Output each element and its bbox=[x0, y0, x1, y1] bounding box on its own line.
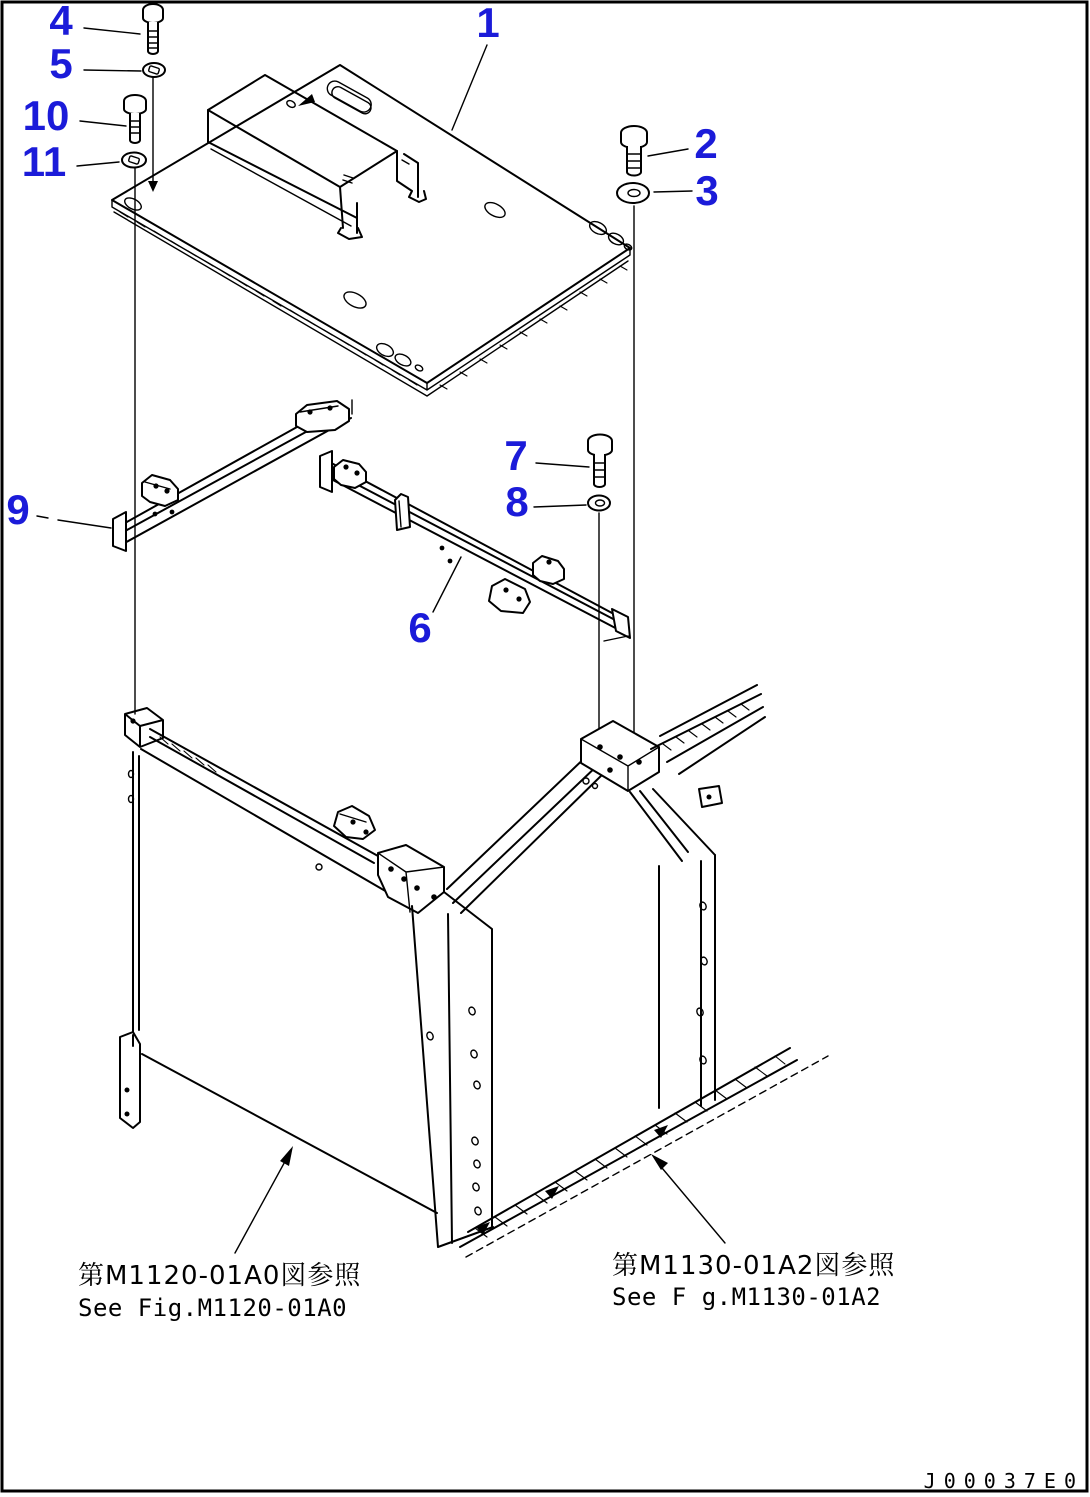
callout-3: 3 bbox=[695, 167, 719, 214]
callout-9: 9 bbox=[6, 486, 30, 533]
callout-5: 5 bbox=[49, 40, 73, 87]
support-rail-6 bbox=[320, 451, 630, 641]
hardware bbox=[122, 4, 649, 511]
reference-note-right-jp: 第M1130-01A2図参照 bbox=[612, 1251, 896, 1281]
left-panel bbox=[120, 752, 437, 1213]
chassis-rails bbox=[651, 685, 765, 774]
reference-note-left-en: See Fig.M1120-01A0 bbox=[78, 1294, 348, 1322]
reference-note-right-en: See F g.M1130-01A2 bbox=[612, 1283, 882, 1311]
plate-holes bbox=[123, 195, 633, 372]
callout-10: 10 bbox=[22, 92, 70, 139]
bottom-rail bbox=[460, 1048, 828, 1257]
callout-numbers bbox=[6, 0, 718, 651]
frame-assembly bbox=[120, 685, 828, 1257]
washer-3 bbox=[617, 183, 649, 203]
right-post bbox=[659, 855, 715, 1108]
bolt-4 bbox=[143, 4, 163, 54]
callout-4: 4 bbox=[49, 0, 73, 44]
washer-8 bbox=[588, 496, 610, 511]
reference-note-left-jp: 第M1120-01A0図参照 bbox=[78, 1261, 362, 1291]
washer-11 bbox=[122, 153, 146, 168]
plate-slot-hole bbox=[325, 78, 374, 116]
callout-8: 8 bbox=[505, 478, 529, 525]
bolt-2 bbox=[621, 126, 647, 176]
plate-pilot-hole bbox=[286, 99, 297, 109]
callout-1: 1 bbox=[476, 0, 500, 46]
reference-notes bbox=[78, 1251, 895, 1322]
callout-6: 6 bbox=[408, 604, 432, 651]
bolt-10 bbox=[124, 95, 146, 143]
reference-leader-left bbox=[235, 1146, 293, 1253]
callout-11: 11 bbox=[21, 138, 67, 185]
frame-right-top-rail bbox=[447, 751, 606, 913]
reference-leader-right bbox=[651, 1154, 725, 1243]
sheet-code: J00037E0 bbox=[923, 1469, 1084, 1493]
washer-5 bbox=[143, 63, 165, 77]
top-cover-plate bbox=[112, 65, 633, 396]
support-rail-9 bbox=[113, 400, 352, 551]
bolt-7 bbox=[588, 435, 612, 488]
callout-2: 2 bbox=[694, 120, 718, 167]
center-post bbox=[412, 892, 493, 1247]
frame-corner-center bbox=[378, 845, 444, 913]
assembly-axis-lines bbox=[135, 78, 639, 764]
callout-7: 7 bbox=[504, 432, 528, 479]
